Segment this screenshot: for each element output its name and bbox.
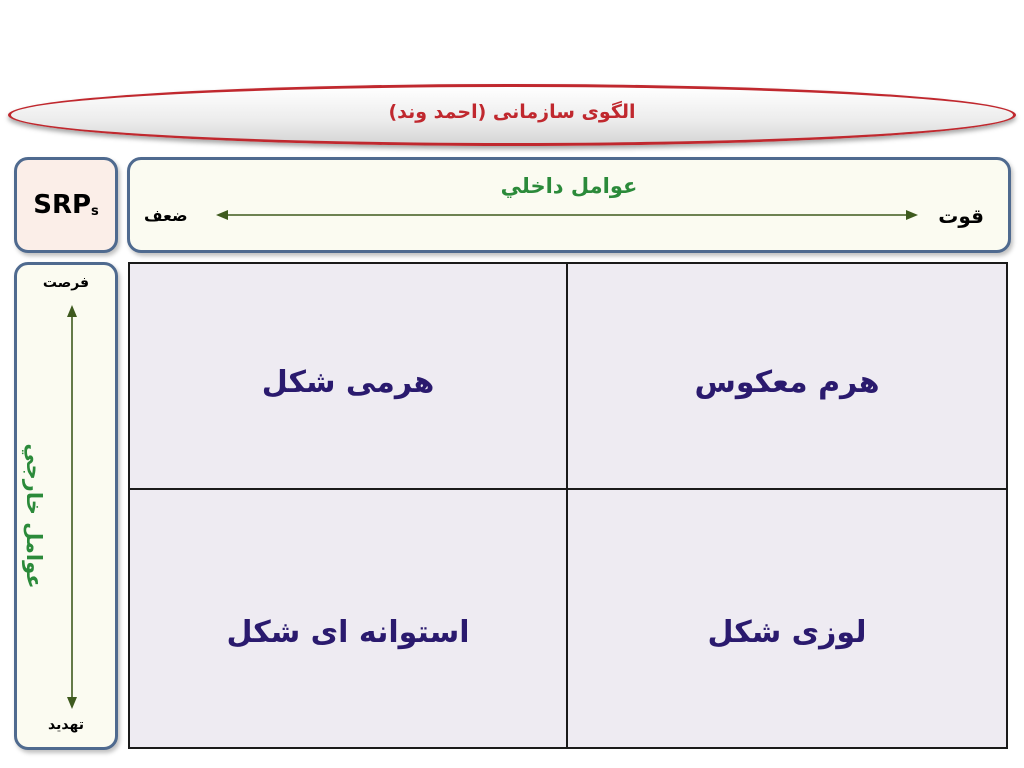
- internal-axis-arrow: [216, 208, 918, 222]
- matrix-cell-bottom-left: [130, 490, 568, 747]
- pyramid-shape-label: هرمی شکل: [261, 364, 435, 400]
- diagram-title: الگوی سازمانی (احمد وند): [388, 101, 636, 123]
- diamond-shape-label: لوزی شکل: [707, 615, 867, 650]
- title-banner: [8, 84, 1016, 146]
- external-factors-title: عوامل خارجي: [22, 443, 46, 589]
- srps-label: [33, 190, 99, 220]
- threat-label: تهدید: [48, 717, 84, 733]
- inverted-pyramid-label: هرم معکوس: [694, 364, 880, 400]
- srps-subscript: s: [91, 204, 99, 219]
- srps-matrix: [128, 262, 1008, 749]
- internal-factors-panel: [127, 157, 1011, 253]
- matrix-cell-top-right: [568, 264, 1006, 490]
- opportunity-label: فرصت: [42, 275, 90, 291]
- internal-factors-title: عوامل داخلي: [500, 174, 638, 198]
- matrix-cell-bottom-right: [568, 490, 1006, 747]
- matrix-cell-top-left: [130, 264, 568, 490]
- weakness-label: ضعف: [144, 206, 188, 225]
- srps-main: SRP: [33, 190, 92, 220]
- strength-label: قوت: [938, 204, 984, 228]
- external-axis-arrow: [65, 305, 79, 709]
- srps-box: [14, 157, 118, 253]
- cylinder-shape-label: استوانه ای شکل: [226, 615, 470, 650]
